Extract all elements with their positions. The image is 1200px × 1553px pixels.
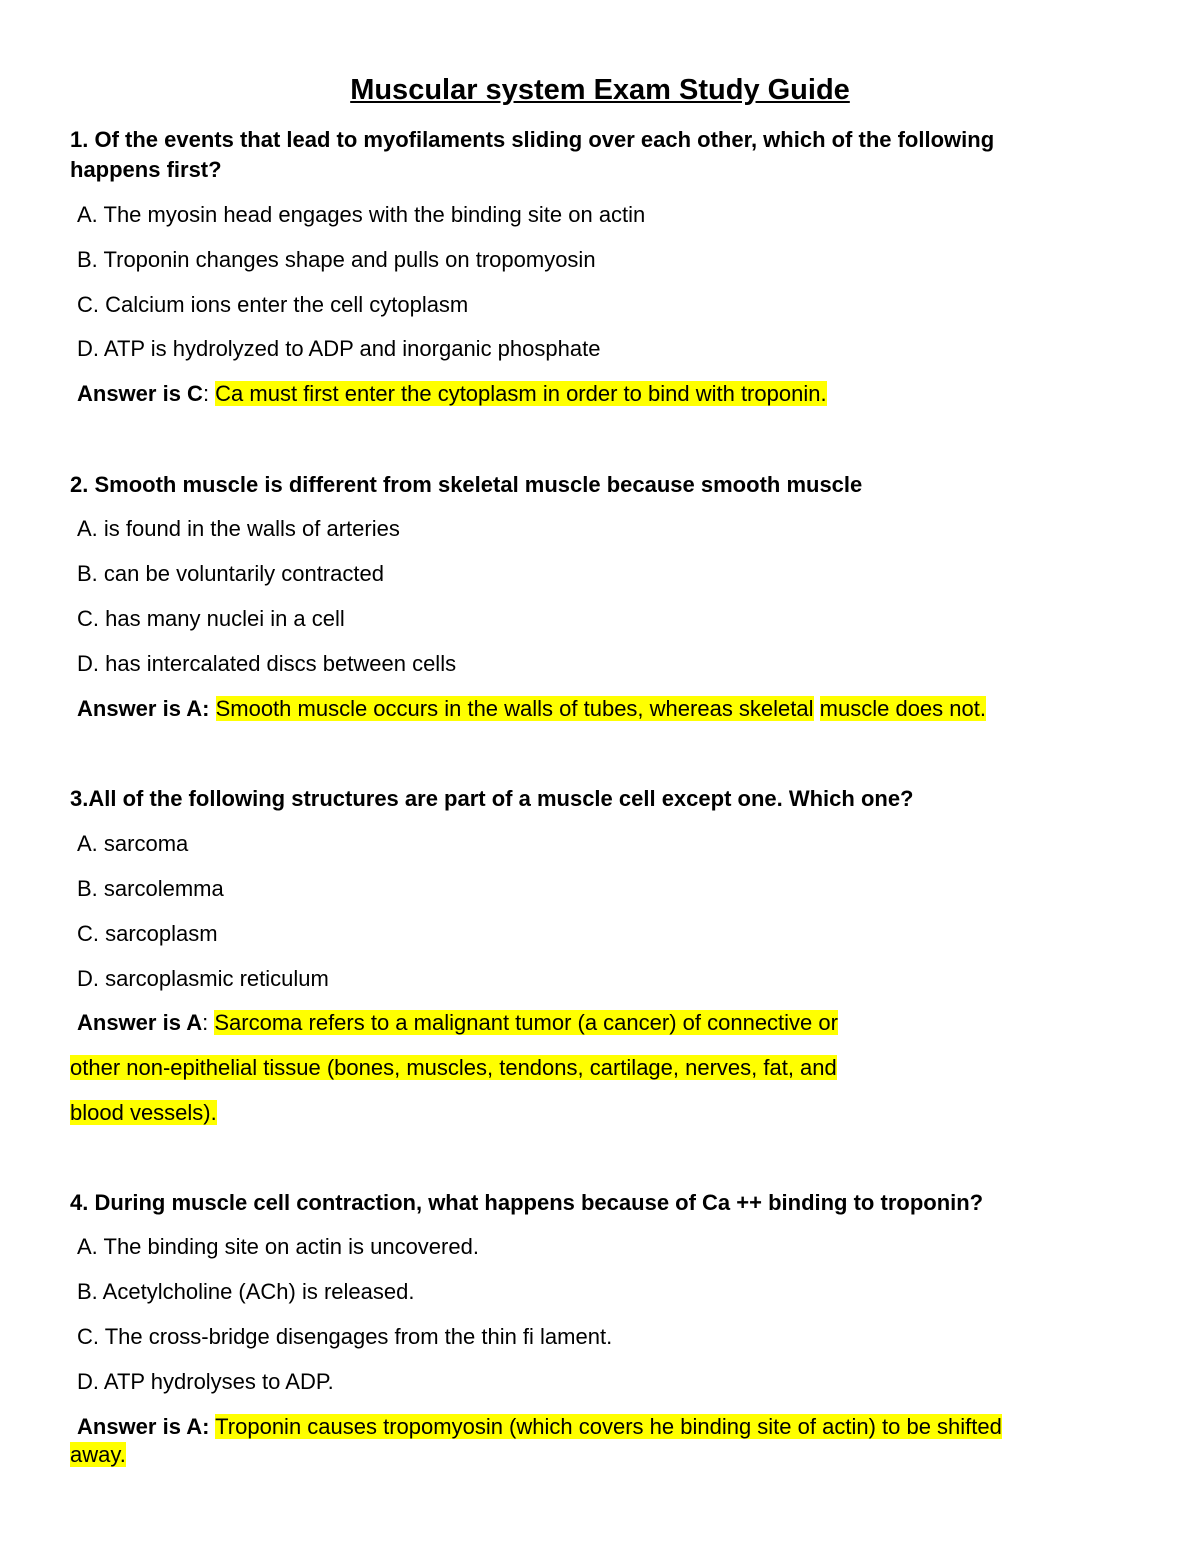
question-3-option-c: C. sarcoplasm <box>77 921 218 946</box>
answer-label: Answer is C <box>77 381 203 406</box>
answer-explanation-line-2: away. <box>70 1442 126 1467</box>
question-1-option-d: D. ATP is hydrolyzed to ADP and inorganic phosphate <box>77 336 601 361</box>
question-3-option-b: B. sarcolemma <box>77 876 224 901</box>
question-3-line-1: 3.All of the following structures are part of a muscle cell except one. Which one? <box>70 786 914 811</box>
question-1-answer <box>77 380 827 408</box>
question-3-answer-line-2 <box>70 1054 837 1082</box>
question-1-line-1: 1. Of the events that lead to myofilaments sliding over each other, which of the following <box>70 127 995 152</box>
answer-explanation-continued: muscle does not. <box>819 696 986 721</box>
question-3-answer-line-3 <box>70 1099 217 1127</box>
answer-label: Answer is A <box>77 1010 203 1035</box>
question-1-line-2: happens first? <box>70 157 222 182</box>
answer-separator: : <box>202 381 216 406</box>
question-4-option-a: A. The binding site on actin is uncovered. <box>77 1234 479 1259</box>
question-2-answer <box>77 695 986 723</box>
question-2-line-1: 2. Smooth muscle is different from skeletal muscle because smooth muscle <box>70 472 863 497</box>
answer-explanation: Troponin causes tropomyosin (which covers he binding site of actin) to be shifted <box>215 1414 1002 1439</box>
question-1-option-b: B. Troponin changes shape and pulls on tropomyosin <box>77 247 596 272</box>
question-2-option-d: D. has intercalated discs between cells <box>77 651 457 676</box>
question-4-answer <box>77 1413 1002 1441</box>
question-3-option-d: D. sarcoplasmic reticulum <box>77 966 329 991</box>
question-2-option-c: C. has many nuclei in a cell <box>77 606 345 631</box>
answer-explanation-line-3: blood vessels). <box>70 1100 217 1125</box>
answer-explanation: Sarcoma refers to a malignant tumor (a cancer) of connective or <box>214 1010 838 1035</box>
question-4-option-b: B. Acetylcholine (ACh) is released. <box>77 1279 415 1304</box>
question-3-option-a: A. sarcoma <box>77 831 189 856</box>
answer-label: Answer is A: <box>77 1414 210 1439</box>
question-2-option-b: B. can be voluntarily contracted <box>77 561 384 586</box>
answer-explanation-line-2: other non-epithelial tissue (bones, muscles, tendons, cartilage, nerves, fat, and <box>70 1055 837 1080</box>
question-4-line-1: 4. During muscle cell contraction, what happens because of Ca ++ binding to troponin? <box>70 1190 984 1215</box>
question-1-option-a: A. The myosin head engages with the binding site on actin <box>77 202 646 227</box>
question-2-option-a: A. is found in the walls of arteries <box>77 516 400 541</box>
question-4-option-d: D. ATP hydrolyses to ADP. <box>77 1369 334 1394</box>
question-4-option-c: C. The cross-bridge disengages from the thin fi lament. <box>77 1324 613 1349</box>
answer-explanation: Smooth muscle occurs in the walls of tubes, whereas skeletal <box>215 696 814 721</box>
page-title: Muscular system Exam Study Guide <box>350 74 850 106</box>
question-4-answer-line-2 <box>70 1441 126 1469</box>
answer-separator: : <box>202 1010 215 1035</box>
answer-explanation: Ca must first enter the cytoplasm in order to bind with troponin. <box>215 381 827 406</box>
question-1-option-c: C. Calcium ions enter the cell cytoplasm <box>77 292 469 317</box>
question-3-answer <box>77 1009 838 1037</box>
answer-label: Answer is A: <box>77 696 210 721</box>
